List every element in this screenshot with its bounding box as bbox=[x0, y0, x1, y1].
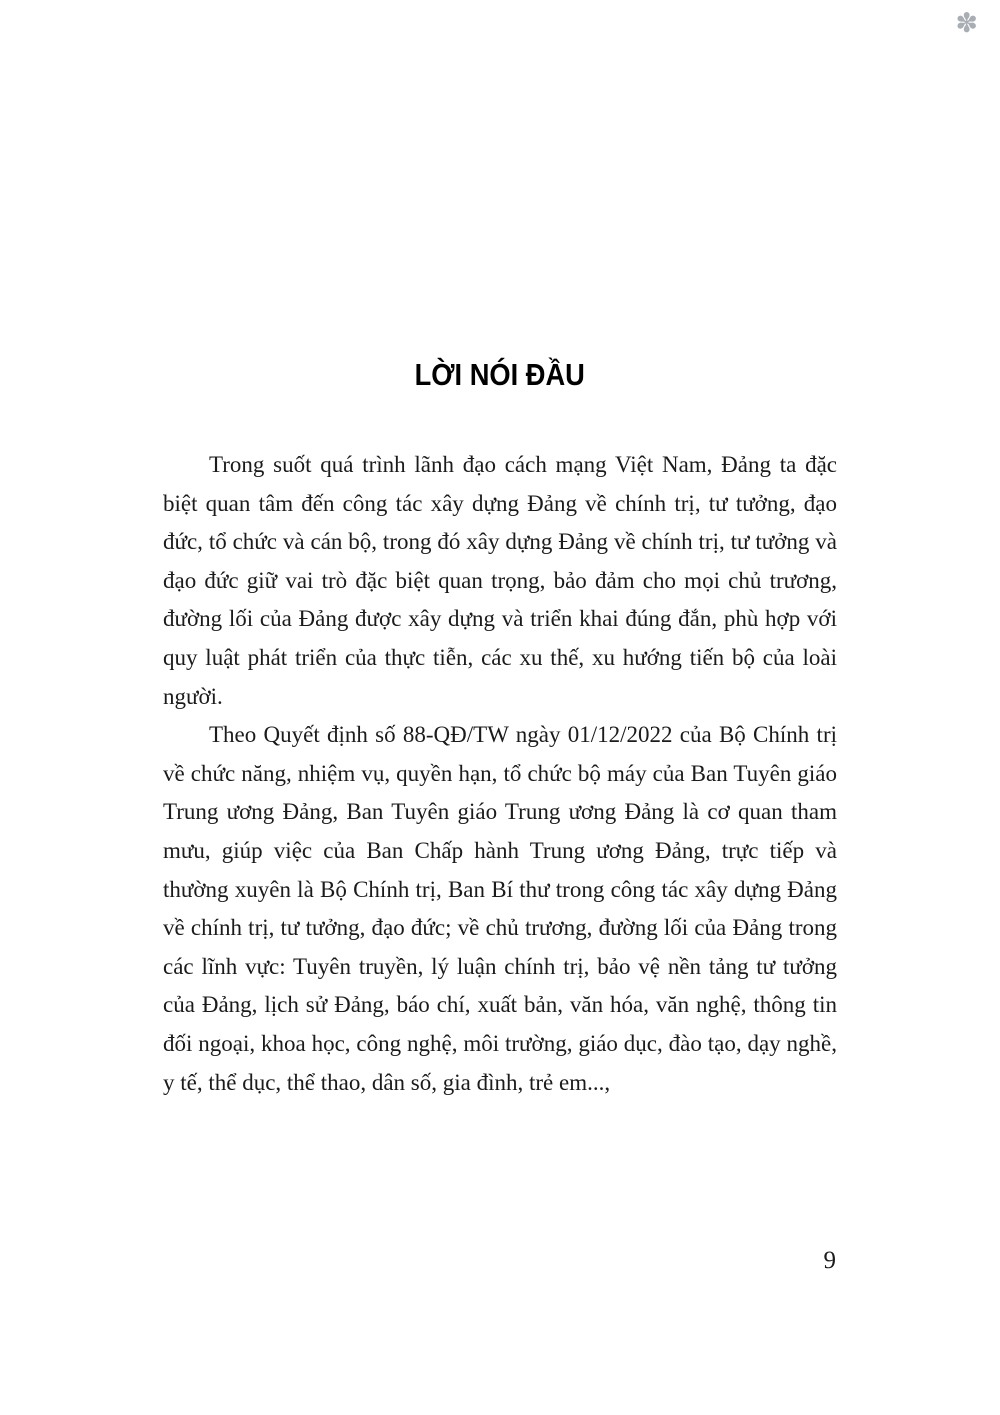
page-title bbox=[0, 357, 1000, 393]
paragraph: Theo Quyết định số 88-QĐ/TW ngày 01/12/2022 của Bộ Chính trị về chức năng, nhiệm vụ, quyền hạn, tổ chức bộ máy của Ban Tuyên giáo Trung ương Đảng, Ban Tuyên giáo Trung ương Đảng là cơ quan tham mưu, giúp việc của Ban Chấp hành Trung ương Đảng, trực tiếp và thường xuyên là Bộ Chính trị, Ban Bí thư trong công tác xây dựng Đảng về chính trị, tư tưởng, đạo đức; về chủ trương, đường lối của Đảng trong các lĩnh vực: Tuyên truyền, lý luận chính trị, bảo vệ nền tảng tư tưởng của Đảng, lịch sử Đảng, báo chí, xuất bản, văn hóa, văn nghệ, thông tin đối ngoại, khoa học, công nghệ, môi trường, giáo dục, đào tạo, dạy nghề, y tế, thể dục, thể thao, dân số, gia đình, trẻ em..., bbox=[163, 722, 837, 1095]
body-text bbox=[163, 446, 837, 1102]
page-number: 9 bbox=[823, 1247, 836, 1274]
page-title-text: LỜI NÓI ĐẦU bbox=[414, 356, 586, 392]
flower-decoration-icon: ✽ bbox=[955, 8, 978, 39]
paragraph: Trong suốt quá trình lãnh đạo cách mạng Việt Nam, Đảng ta đặc biệt quan tâm đến công tác xây dựng Đảng về chính trị, tư tưởng, đạo đức, tổ chức và cán bộ, trong đó xây dựng Đảng về chính trị, tư tưởng và đạo đức giữ vai trò đặc biệt quan trọng, bảo đảm cho mọi chủ trương, đường lối của Đảng được xây dựng và triển khai đúng đắn, phù hợp với quy luật phát triển của thực tiễn, các xu thế, xu hướng tiến bộ của loài người. bbox=[163, 452, 837, 709]
